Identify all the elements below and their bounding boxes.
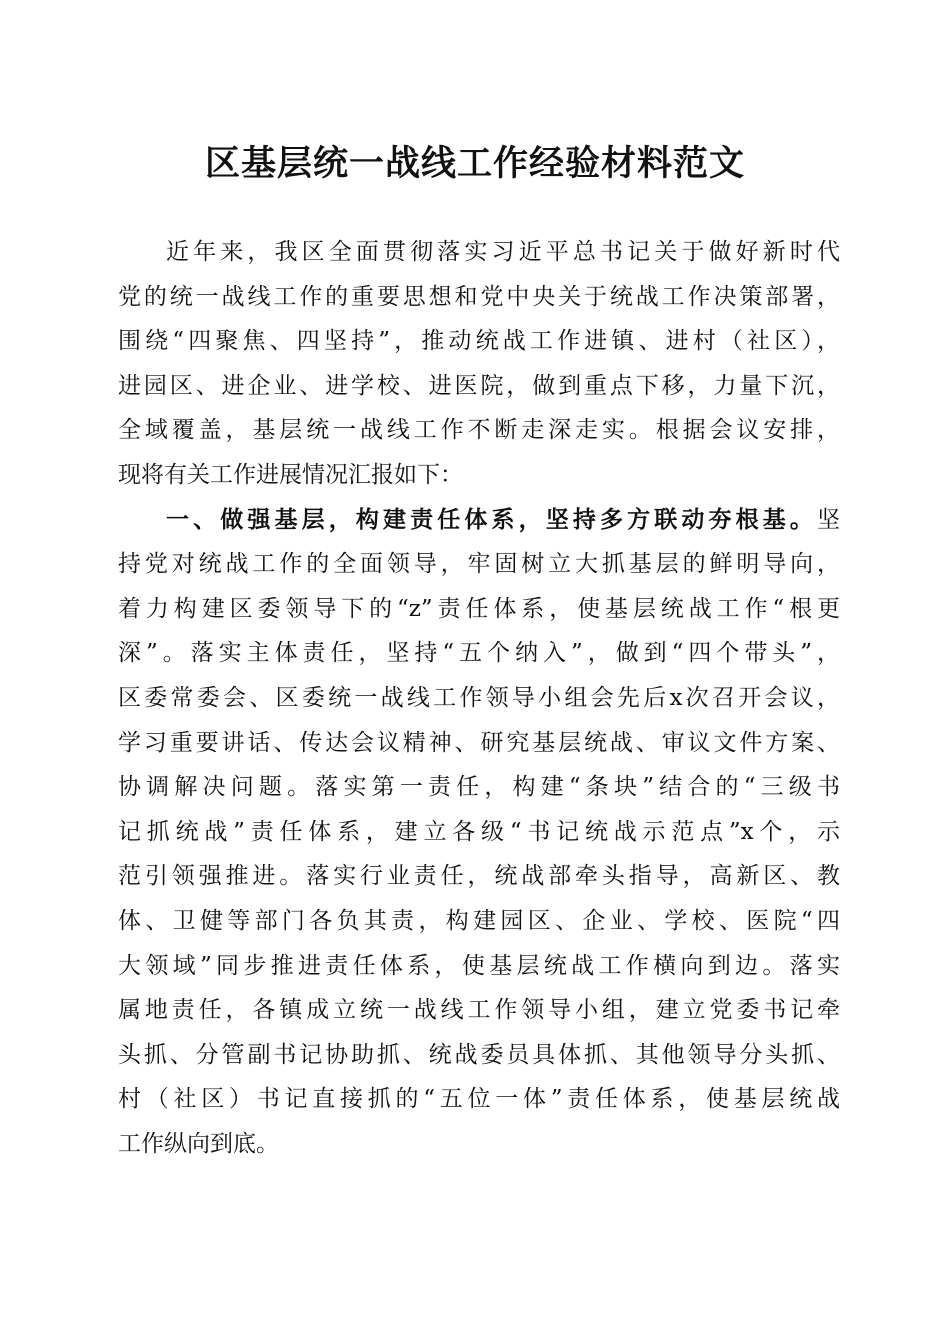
text-line: 学习重要讲话、传达会议精神、研究基层统战、审议文件方案、 — [118, 729, 840, 756]
text-fragment: 坚 — [817, 506, 840, 533]
text-line: 大领域”同步推进责任体系，使基层统战工作横向到边。落实 — [118, 952, 840, 979]
section-heading-line — [118, 498, 840, 543]
document-body — [118, 230, 840, 1166]
text-line: 着力构建区委领导下的“z”责任体系，使基层统战工作“根更 — [118, 595, 840, 622]
text-line: 记抓统战”责任体系，建立各级“书记统战示范点”x个，示 — [118, 818, 840, 845]
text-line: 现将有关工作进展情况汇报如下： — [118, 461, 463, 488]
text-line: 工作纵向到底。 — [118, 1130, 279, 1157]
intro-paragraph — [118, 230, 840, 498]
text-line: 深”。落实主体责任，坚持“五个纳入”，做到“四个带头”， — [118, 640, 840, 667]
text-line: 全域覆盖，基层统一战线工作不断走深走实。根据会议安排， — [118, 417, 840, 444]
section-1-paragraph — [118, 498, 840, 1167]
text-line: 头抓、分管副书记协助抓、统战委员具体抓、其他领导分头抓、 — [118, 1041, 840, 1068]
section-heading: 一、做强基层，构建责任体系，坚持多方联动夯根基。 — [166, 506, 817, 533]
text-line: 村（社区）书记直接抓的“五位一体”责任体系，使基层统战 — [118, 1086, 840, 1113]
text-line: 近年来，我区全面贯彻落实习近平总书记关于做好新时代 — [166, 239, 840, 265]
text-line: 进园区、进企业、进学校、进医院，做到重点下移，力量下沉， — [118, 372, 840, 399]
text-line: 范引领强推进。落实行业责任，统战部牵头指导，高新区、教 — [118, 863, 840, 890]
text-line: 区委常委会、区委统一战线工作领导小组会先后x次召开会议， — [118, 684, 840, 711]
text-line: 协调解决问题。落实第一责任，构建“条块”结合的“三级书 — [118, 774, 840, 801]
text-line: 体、卫健等部门各负其责，构建园区、企业、学校、医院“四 — [118, 907, 840, 934]
document-title: 区基层统一战线工作经验材料范文 — [204, 143, 745, 184]
text-line: 围绕“四聚焦、四坚持”，推动统战工作进镇、进村（社区）， — [118, 328, 840, 355]
text-line: 属地责任，各镇成立统一战线工作领导小组，建立党委书记牵 — [118, 997, 840, 1024]
text-line: 持党对统战工作的全面领导，牢固树立大抓基层的鲜明导向， — [118, 551, 840, 578]
text-line: 党的统一战线工作的重要思想和党中央关于统战工作决策部署， — [118, 283, 840, 310]
